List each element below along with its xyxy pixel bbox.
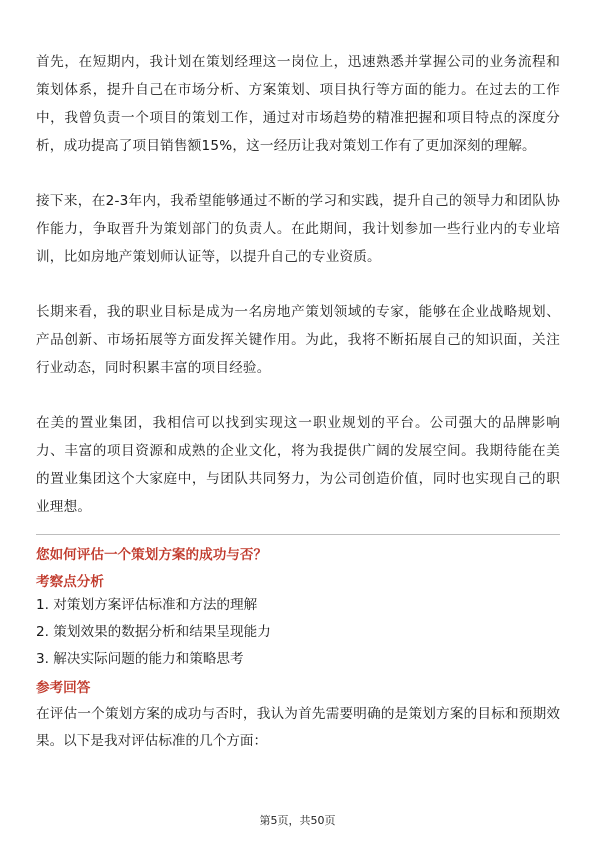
analysis-point: 1. 对策划方案评估标准和方法的理解 xyxy=(36,597,258,613)
paragraph-company: 在美的置业集团，我相信可以找到实现这一职业规划的平台。公司强大的品牌影响力、丰富的项目资源和成熟的企业文化，将为我提供广阔的发展空间。我期待能在美的置业集团这个大家庭中，与团队共同努力，为公司创造价值，同时也实现自己的职业理想。 xyxy=(36,415,560,515)
paragraph-long-term: 长期来看，我的职业目标是成为一名房地产策划领域的专家，能够在企业战略规划、产品创新、市场拓展等方面发挥关键作用。为此，我将不断拓展自己的知识面，关注行业动态，同时积累丰富的项目经验。 xyxy=(36,304,560,376)
paragraph-mid-term: 接下来，在2-3年内，我希望能够通过不断的学习和实践，提升自己的领导力和团队协作能力，争取晋升为策划部门的负责人。在此期间，我计划参加一些行业内的专业培训，比如房地产策划师认证等，以提升自己的专业资质。 xyxy=(36,193,560,265)
analysis-heading: 考察点分析 xyxy=(36,574,104,590)
paragraph-short-term: 首先，在短期内，我计划在策划经理这一岗位上，迅速熟悉并掌握公司的业务流程和策划体系，提升自己在市场分析、方案策划、项目执行等方面的能力。在过去的工作中，我曾负责一个项目的策划工作，通过对市场趋势的精准把握和项目特点的深度分析，成功提高了项目销售额15%，这一经历让我对策划工作有了更加深刻的理解。 xyxy=(36,54,560,154)
analysis-point: 2. 策划效果的数据分析和结果呈现能力 xyxy=(36,624,271,640)
analysis-points xyxy=(36,592,560,673)
answer-text: 在评估一个策划方案的成功与否时，我认为首先需要明确的是策划方案的目标和预期效果。以下是我对评估标准的几个方面： xyxy=(36,706,560,749)
answer-heading: 参考回答 xyxy=(36,680,91,696)
analysis-point: 3. 解决实际问题的能力和策略思考 xyxy=(36,651,244,667)
document-page xyxy=(36,48,560,755)
section-divider xyxy=(36,534,560,535)
interview-question: 您如何评估一个策划方案的成功与否？ xyxy=(36,547,268,563)
page-number: 第5页，共50页 xyxy=(259,814,336,827)
